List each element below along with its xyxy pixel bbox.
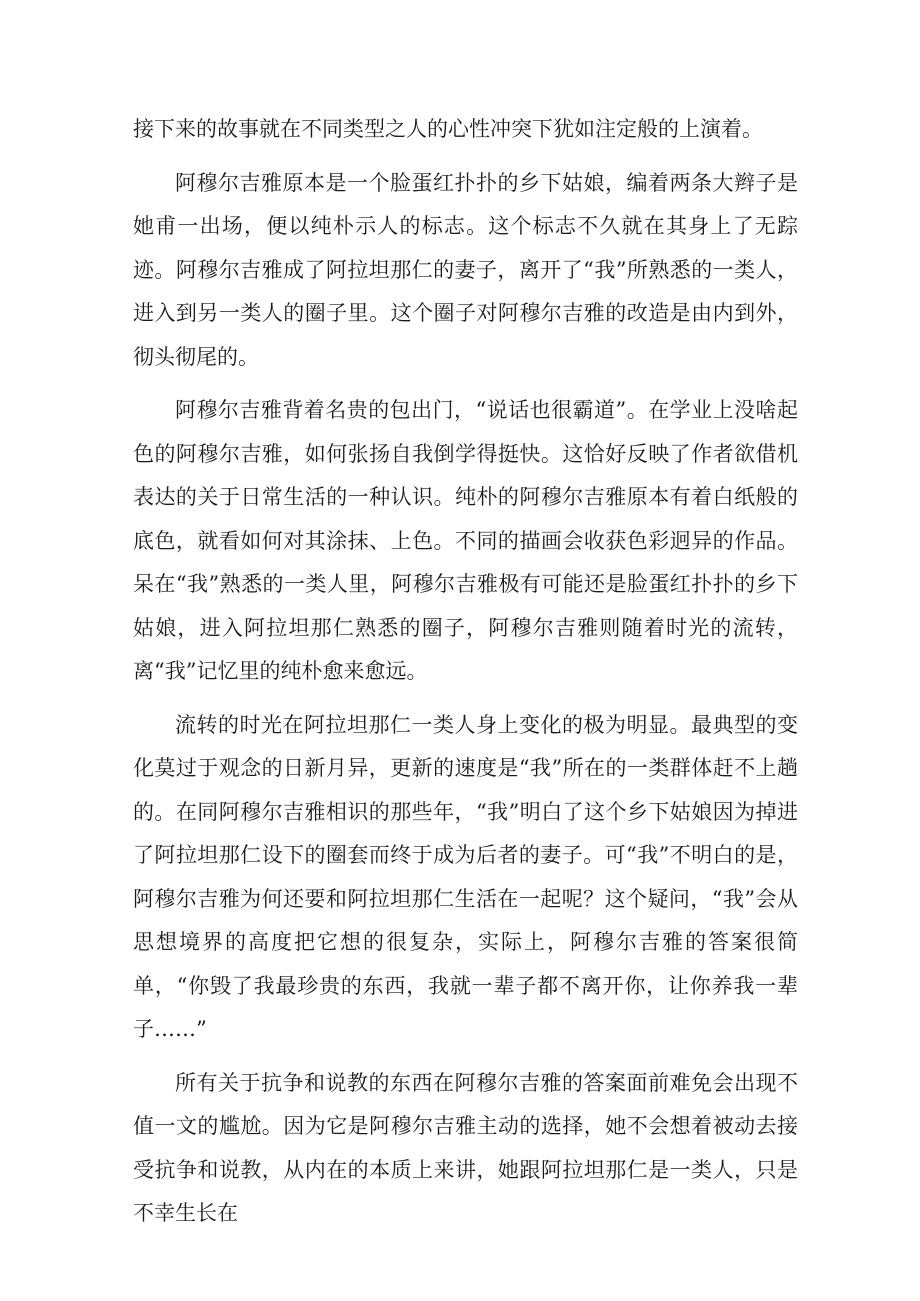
paragraph-1: 接下来的故事就在不同类型之人的心性冲突下犹如注定般的上演着。 — [133, 117, 763, 141]
document-body — [133, 108, 798, 1246]
paragraph-5: 所有关于抗争和说教的东西在阿穆尔吉雅的答案面前难免会出现不值一文的尴尬。因为它是阿穆尔吉雅主动的选择，她不会想着被动去接受抗争和说教，从内在的本质上来讲，她跟阿拉坦那仁是一类人，只是不幸生长在 — [133, 1070, 798, 1225]
paragraph-2: 阿穆尔吉雅原本是一个脸蛋红扑扑的乡下姑娘，编着两条大辫子是她甫一出场，便以纯朴示人的标志。这个标志不久就在其身上了无踪迹。阿穆尔吉雅成了阿拉坦那仁的妻子，离开了“我”所熟悉的一类人，进入到另一类人的圈子里。这个圈子对阿穆尔吉雅的改造是由内到外，彻头彻尾的。 — [133, 170, 798, 369]
paragraph-4: 流转的时光在阿拉坦那仁一类人身上变化的极为明显。最典型的变化莫过于观念的日新月异，更新的速度是“我”所在的一类群体赶不上趟的。在同阿穆尔吉雅相识的那些年，“我”明白了这个乡下姑娘因为掉进了阿拉坦那仁设下的圈套而终于成为后者的妻子。可“我”不明白的是，阿穆尔吉雅为何还要和阿拉坦那仁生活在一起呢？这个疑问，“我”会从思想境界的高度把它想的很复杂，实际上，阿穆尔吉雅的答案很简单，“你毁了我最珍贵的东西，我就一辈子都不离开你，让你养我一辈子……” — [133, 712, 798, 1041]
paragraph-3: 阿穆尔吉雅背着名贵的包出门，“说话也很霸道”。在学业上没啥起色的阿穆尔吉雅，如何张扬自我倒学得挺快。这恰好反映了作者欲借机表达的关于日常生活的一种认识。纯朴的阿穆尔吉雅原本有着白纸般的底色，就看如何对其涂抹、上色。不同的描画会收获色彩迥异的作品。呆在“我”熟悉的一类人里，阿穆尔吉雅极有可能还是脸蛋红扑扑的乡下姑娘，进入阿拉坦那仁熟悉的圈子，阿穆尔吉雅则随着时光的流转，离“我”记忆里的纯朴愈来愈远。 — [133, 398, 798, 683]
